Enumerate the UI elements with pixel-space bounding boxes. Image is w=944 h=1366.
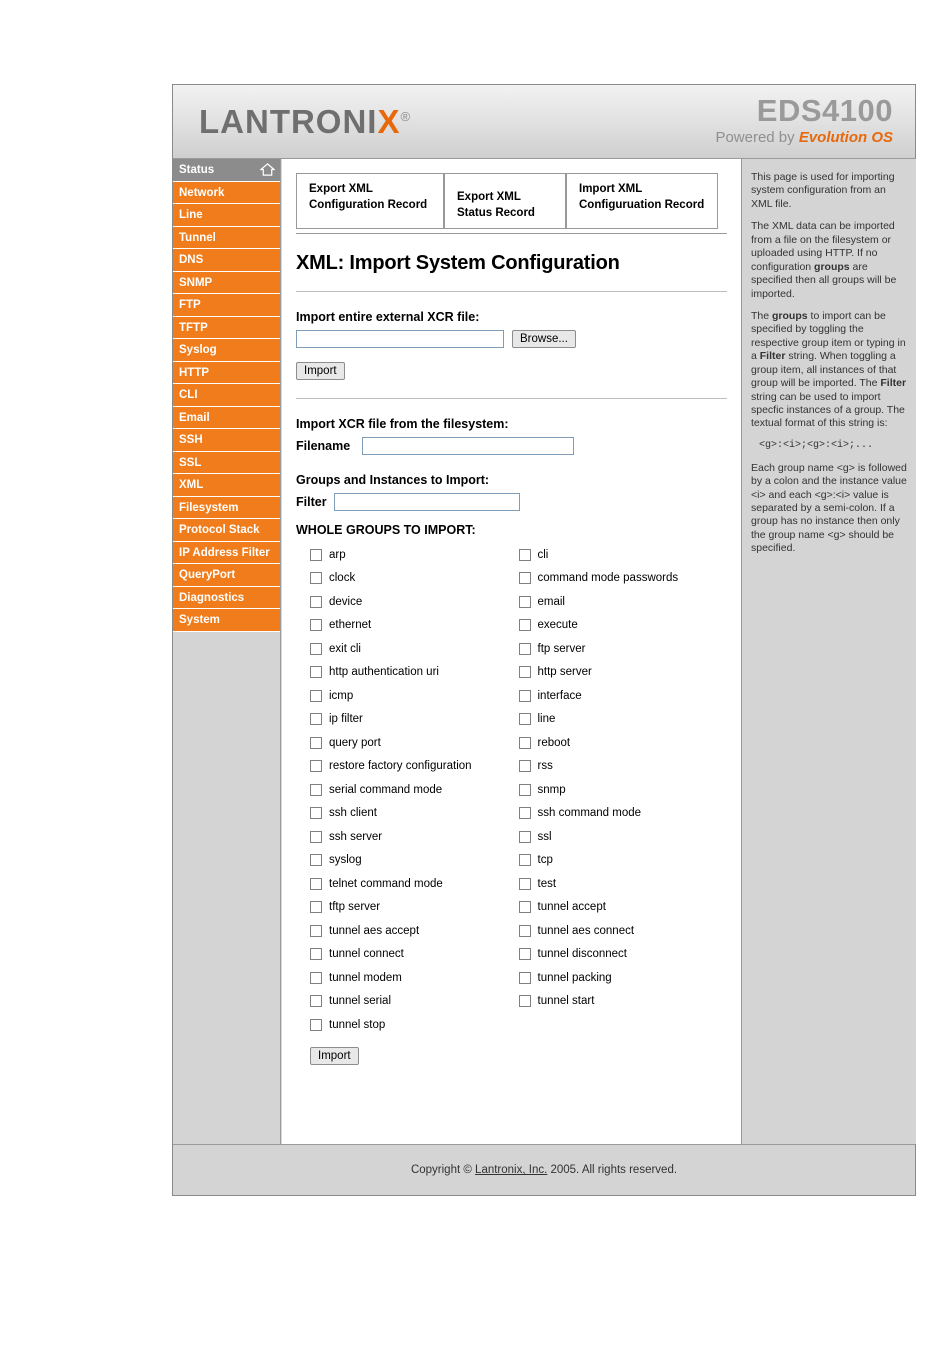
main-content bbox=[282, 159, 741, 1144]
checkbox-icon[interactable] bbox=[519, 831, 531, 843]
sidebar-item-diagnostics[interactable] bbox=[173, 587, 280, 610]
help-p2-groups: groups bbox=[814, 260, 850, 273]
group-label: ssh client bbox=[329, 807, 377, 820]
group-label: tunnel disconnect bbox=[537, 948, 628, 961]
checkbox-icon[interactable] bbox=[519, 901, 531, 913]
group-label: test bbox=[537, 877, 557, 890]
group-checkbox-restore-factory-configuration[interactable] bbox=[310, 755, 519, 779]
group-checkbox-tunnel-connect[interactable] bbox=[310, 943, 519, 967]
group-checkbox-http-server[interactable] bbox=[519, 661, 728, 685]
group-checkbox-email[interactable] bbox=[519, 590, 728, 614]
help-panel bbox=[741, 159, 916, 1144]
group-checkbox-ethernet[interactable] bbox=[310, 614, 519, 638]
sidebar-filler bbox=[173, 632, 280, 1061]
group-checkbox-reboot[interactable] bbox=[519, 731, 728, 755]
group-checkbox-snmp[interactable] bbox=[519, 778, 728, 802]
group-label: reboot bbox=[537, 736, 571, 749]
filesystem-xcr-section-label: Import XCR file from the filesystem: bbox=[296, 417, 509, 431]
page-body bbox=[173, 159, 915, 1144]
group-checkbox-ssh-server[interactable] bbox=[310, 825, 519, 849]
tab-import-xml-configuration-record[interactable]: Import XML Configuruation Record bbox=[566, 173, 718, 229]
sidebar-item-label: Line bbox=[179, 209, 203, 221]
checkbox-icon[interactable] bbox=[519, 854, 531, 866]
group-label: execute bbox=[537, 619, 578, 632]
checkbox-icon[interactable] bbox=[310, 948, 322, 960]
sidebar-item-line[interactable] bbox=[173, 204, 280, 227]
group-checkbox-clock[interactable] bbox=[310, 567, 519, 591]
checkbox-icon[interactable] bbox=[310, 854, 322, 866]
group-label: ethernet bbox=[329, 619, 372, 632]
help-p3-groups: groups bbox=[772, 309, 808, 322]
filename-label: Filename bbox=[296, 439, 351, 453]
group-label: snmp bbox=[537, 783, 566, 796]
group-label: tunnel aes accept bbox=[329, 924, 420, 937]
sidebar-item-label: SNMP bbox=[179, 276, 213, 289]
group-label: tunnel modem bbox=[329, 971, 402, 984]
group-label: serial command mode bbox=[329, 783, 443, 796]
group-checkbox-ftp-server[interactable] bbox=[519, 637, 728, 661]
lantronix-logo bbox=[199, 103, 411, 141]
group-label: ssh server bbox=[329, 830, 383, 843]
sidebar-item-label: Status bbox=[179, 164, 215, 176]
group-checkbox-execute[interactable] bbox=[519, 614, 728, 638]
sidebar-item-ssl[interactable] bbox=[173, 452, 280, 475]
sidebar-item-label: Protocol Stack bbox=[179, 524, 260, 536]
group-checkbox-tftp-server[interactable] bbox=[310, 896, 519, 920]
checkbox-icon[interactable] bbox=[519, 878, 531, 890]
sidebar-item-label: QueryPort bbox=[179, 569, 236, 581]
filter-label: Filter bbox=[296, 495, 327, 509]
group-label: cli bbox=[537, 548, 549, 561]
help-p3-g: string can be used to import specfic instances of a group. The textual format of this string is: bbox=[751, 390, 905, 430]
filter-row bbox=[296, 493, 727, 511]
logo-accent-letter: X bbox=[377, 103, 401, 140]
registered-mark: ® bbox=[400, 109, 412, 124]
group-checkbox-ssh-client[interactable] bbox=[310, 802, 519, 826]
group-checkbox-tunnel-modem[interactable] bbox=[310, 966, 519, 990]
group-checkbox-grid bbox=[296, 543, 727, 1037]
sidebar-item-syslog[interactable] bbox=[173, 339, 280, 362]
checkbox-icon[interactable] bbox=[519, 713, 531, 725]
group-label: icmp bbox=[329, 689, 354, 702]
group-label: ssh command mode bbox=[537, 807, 642, 820]
sidebar-item-tunnel[interactable] bbox=[173, 227, 280, 250]
group-checkbox-ssh-command-mode[interactable] bbox=[519, 802, 728, 826]
checkbox-icon[interactable] bbox=[519, 572, 531, 584]
group-label: tftp server bbox=[329, 901, 381, 914]
sidebar-item-label: TFTP bbox=[179, 321, 208, 334]
checkbox-icon[interactable] bbox=[310, 878, 322, 890]
group-checkbox-ip-filter[interactable] bbox=[310, 708, 519, 732]
group-label: tunnel accept bbox=[537, 901, 606, 914]
group-checkbox-serial-command-mode[interactable] bbox=[310, 778, 519, 802]
group-checkbox-exit-cli[interactable] bbox=[310, 637, 519, 661]
checkbox-icon[interactable] bbox=[519, 925, 531, 937]
help-p3-c: to import can be specified by toggling the respective group item or typing in a bbox=[751, 309, 906, 363]
sidebar-item-label: SSH bbox=[179, 434, 203, 446]
group-label: ftp server bbox=[537, 642, 586, 655]
group-label: interface bbox=[537, 689, 582, 702]
group-checkbox-tunnel-start[interactable] bbox=[519, 990, 728, 1014]
tab-export-xml-status-record[interactable]: Export XML Status Record bbox=[444, 173, 566, 229]
group-checkbox-test[interactable] bbox=[519, 872, 728, 896]
help-p2-c: are specified then all groups will be imported. bbox=[751, 260, 897, 300]
group-label: device bbox=[329, 595, 363, 608]
sidebar-item-cli[interactable] bbox=[173, 384, 280, 407]
group-checkbox-tunnel-stop[interactable] bbox=[310, 1013, 519, 1037]
checkbox-icon[interactable] bbox=[310, 925, 322, 937]
help-paragraph-5: Each group name <g> is followed by a colon and the instance value <i> and each <g>:<i> value is separated by a semi-colon. If a group has no instance then only the group name <g> should be specified. bbox=[751, 461, 907, 555]
group-checkbox-icmp[interactable] bbox=[310, 684, 519, 708]
sidebar-item-label: IP Address Filter bbox=[179, 546, 270, 559]
external-xcr-section-label: Import entire external XCR file: bbox=[296, 310, 480, 324]
checkbox-icon[interactable] bbox=[310, 737, 322, 749]
evolution-os-brand: Evolution OS bbox=[798, 129, 893, 146]
group-checkbox-tunnel-aes-connect[interactable] bbox=[519, 919, 728, 943]
group-label: rss bbox=[537, 760, 553, 773]
group-label: http server bbox=[537, 666, 592, 679]
xcr-file-input[interactable] bbox=[296, 330, 504, 348]
group-label: syslog bbox=[329, 854, 362, 867]
group-checkbox-http-authentication-uri[interactable] bbox=[310, 661, 519, 685]
sidebar-item-status[interactable] bbox=[173, 159, 280, 182]
sidebar-item-ssh[interactable] bbox=[173, 429, 280, 452]
device-model: EDS4100 bbox=[756, 93, 893, 128]
checkbox-icon[interactable] bbox=[310, 666, 322, 678]
lantronix-link[interactable]: Lantronix, Inc. bbox=[475, 1164, 548, 1176]
checkbox-icon[interactable] bbox=[310, 596, 322, 608]
checkbox-icon[interactable] bbox=[519, 784, 531, 796]
sidebar-item-tftp[interactable] bbox=[173, 317, 280, 340]
group-checkbox-tunnel-disconnect[interactable] bbox=[519, 943, 728, 967]
group-label: tunnel connect bbox=[329, 948, 404, 961]
sidebar-item-filesystem[interactable] bbox=[173, 497, 280, 520]
filename-row bbox=[296, 437, 727, 455]
help-p3-filter1: Filter bbox=[759, 350, 786, 363]
checkbox-icon[interactable] bbox=[519, 690, 531, 702]
help-paragraph-1: This page is used for importing system configuration from an XML file. bbox=[751, 171, 895, 210]
group-label: tunnel serial bbox=[329, 995, 392, 1008]
page-title: XML: Import System Configuration bbox=[296, 252, 727, 292]
sidebar-item-snmp[interactable] bbox=[173, 272, 280, 295]
group-label: ssl bbox=[537, 830, 552, 843]
group-checkbox-rss[interactable] bbox=[519, 755, 728, 779]
sidebar-item-xml[interactable] bbox=[173, 474, 280, 497]
group-checkbox-tunnel-aes-accept[interactable] bbox=[310, 919, 519, 943]
group-label: tunnel start bbox=[537, 995, 595, 1008]
sidebar-item-label: Filesystem bbox=[179, 501, 239, 514]
sidebar-item-label: DNS bbox=[179, 254, 204, 266]
sidebar-item-label: Syslog bbox=[179, 344, 217, 356]
group-label: exit cli bbox=[329, 642, 361, 655]
copyright-suffix: 2005. All rights reserved. bbox=[547, 1164, 678, 1176]
powered-by-label bbox=[715, 129, 893, 146]
checkbox-icon[interactable] bbox=[310, 572, 322, 584]
copyright-prefix: Copyright © bbox=[410, 1164, 476, 1176]
group-checkbox-tunnel-packing[interactable] bbox=[519, 966, 728, 990]
group-checkbox-syslog[interactable] bbox=[310, 849, 519, 873]
sidebar-item-ip-address-filter[interactable] bbox=[173, 542, 280, 565]
group-checkbox-ssl[interactable] bbox=[519, 825, 728, 849]
checkbox-icon[interactable] bbox=[310, 549, 322, 561]
checkbox-icon[interactable] bbox=[310, 831, 322, 843]
group-checkbox-tunnel-serial[interactable] bbox=[310, 990, 519, 1014]
checkbox-icon[interactable] bbox=[310, 1019, 322, 1031]
section-divider bbox=[296, 398, 727, 399]
group-checkbox-interface[interactable] bbox=[519, 684, 728, 708]
group-checkbox-command-mode-passwords[interactable] bbox=[519, 567, 728, 591]
group-label: tunnel packing bbox=[537, 971, 612, 984]
filename-input[interactable] bbox=[362, 437, 574, 455]
checkbox-icon[interactable] bbox=[310, 784, 322, 796]
group-label: tunnel stop bbox=[329, 1018, 386, 1031]
tab-bar bbox=[296, 171, 727, 234]
import-external-button[interactable]: Import bbox=[296, 362, 345, 380]
group-checkbox-device[interactable] bbox=[310, 590, 519, 614]
group-label: clock bbox=[329, 572, 356, 585]
sidebar-nav bbox=[173, 159, 281, 1144]
group-label: command mode passwords bbox=[537, 572, 679, 585]
checkbox-icon[interactable] bbox=[310, 619, 322, 631]
group-checkbox-cli[interactable] bbox=[519, 543, 728, 567]
group-label: email bbox=[537, 595, 565, 608]
sidebar-item-email[interactable] bbox=[173, 407, 280, 430]
group-checkbox-arp[interactable] bbox=[310, 543, 519, 567]
help-p3-filter2: Filter bbox=[880, 377, 907, 390]
sidebar-item-label: Tunnel bbox=[179, 231, 216, 244]
group-checkbox-tcp[interactable] bbox=[519, 849, 728, 873]
help-p2-a: The XML data can be imported from a file on the filesystem or uploaded using HTTP. If no configuration bbox=[751, 220, 895, 273]
sidebar-item-queryport[interactable] bbox=[173, 564, 280, 587]
sidebar-item-label: SSL bbox=[179, 456, 202, 469]
sidebar-item-dns[interactable] bbox=[173, 249, 280, 272]
sidebar-item-label: FTP bbox=[179, 299, 201, 311]
checkbox-icon[interactable] bbox=[519, 995, 531, 1007]
checkbox-icon[interactable] bbox=[519, 549, 531, 561]
group-label: http authentication uri bbox=[329, 666, 439, 679]
group-label: restore factory configuration bbox=[329, 760, 472, 773]
checkbox-icon[interactable] bbox=[310, 643, 322, 655]
device-web-ui bbox=[172, 84, 916, 1196]
whole-groups-label: WHOLE GROUPS TO IMPORT: bbox=[296, 523, 476, 537]
browse-button[interactable]: Browse... bbox=[512, 330, 576, 348]
import-groups-button[interactable]: Import bbox=[310, 1047, 359, 1065]
logo-text: LANTRONI bbox=[199, 103, 378, 140]
checkbox-icon[interactable] bbox=[310, 713, 322, 725]
page-header bbox=[173, 85, 915, 159]
sidebar-item-label: System bbox=[179, 614, 220, 626]
sidebar-item-network[interactable] bbox=[173, 182, 280, 205]
sidebar-item-label: Email bbox=[179, 411, 210, 424]
checkbox-icon[interactable] bbox=[519, 807, 531, 819]
checkbox-icon[interactable] bbox=[519, 972, 531, 984]
sidebar-item-ftp[interactable] bbox=[173, 294, 280, 317]
group-label: query port bbox=[329, 736, 381, 749]
help-p3-e: string. When toggling a group item, all instances of that group will be imported. The bbox=[751, 350, 897, 390]
sidebar-item-protocol-stack[interactable] bbox=[173, 519, 280, 542]
checkbox-icon[interactable] bbox=[519, 643, 531, 655]
tab-export-xml-configuration-record[interactable]: Export XML Configuration Record bbox=[296, 173, 444, 229]
checkbox-icon[interactable] bbox=[519, 737, 531, 749]
sidebar-item-http[interactable] bbox=[173, 362, 280, 385]
checkbox-icon[interactable] bbox=[310, 995, 322, 1007]
checkbox-icon[interactable] bbox=[310, 972, 322, 984]
help-format-code: <g>:<i>;<g>:<i>;... bbox=[759, 439, 874, 451]
home-icon bbox=[260, 162, 275, 177]
checkbox-icon[interactable] bbox=[310, 760, 322, 772]
checkbox-icon[interactable] bbox=[519, 948, 531, 960]
checkbox-icon[interactable] bbox=[310, 807, 322, 819]
group-label: tunnel aes connect bbox=[537, 924, 635, 937]
checkbox-icon[interactable] bbox=[310, 901, 322, 913]
group-checkbox-line[interactable] bbox=[519, 708, 728, 732]
checkbox-icon[interactable] bbox=[519, 666, 531, 678]
checkbox-icon[interactable] bbox=[310, 690, 322, 702]
help-paragraph-2 bbox=[751, 220, 907, 301]
page-footer bbox=[173, 1144, 915, 1195]
sidebar-item-label: XML bbox=[179, 479, 204, 491]
group-checkbox-tunnel-accept[interactable] bbox=[519, 896, 728, 920]
checkbox-icon[interactable] bbox=[519, 619, 531, 631]
group-label: telnet command mode bbox=[329, 877, 443, 890]
external-xcr-row bbox=[296, 330, 727, 348]
help-paragraph-3 bbox=[751, 310, 907, 431]
group-label: line bbox=[537, 713, 556, 726]
sidebar-item-label: Diagnostics bbox=[179, 591, 245, 604]
sidebar-item-label: HTTP bbox=[179, 366, 210, 379]
powered-prefix: Powered by bbox=[715, 129, 799, 146]
checkbox-icon[interactable] bbox=[519, 760, 531, 772]
groups-instances-label: Groups and Instances to Import: bbox=[296, 473, 490, 487]
sidebar-item-label: Network bbox=[179, 186, 225, 199]
help-p3-a: The bbox=[751, 309, 773, 322]
group-label: tcp bbox=[537, 854, 553, 867]
sidebar-item-label: CLI bbox=[179, 389, 198, 401]
group-label: arp bbox=[329, 548, 346, 561]
filter-input[interactable] bbox=[334, 493, 520, 511]
sidebar-item-system[interactable] bbox=[173, 609, 280, 632]
group-checkbox-query-port[interactable] bbox=[310, 731, 519, 755]
group-label: ip filter bbox=[329, 713, 363, 726]
checkbox-icon[interactable] bbox=[519, 596, 531, 608]
group-checkbox-telnet-command-mode[interactable] bbox=[310, 872, 519, 896]
